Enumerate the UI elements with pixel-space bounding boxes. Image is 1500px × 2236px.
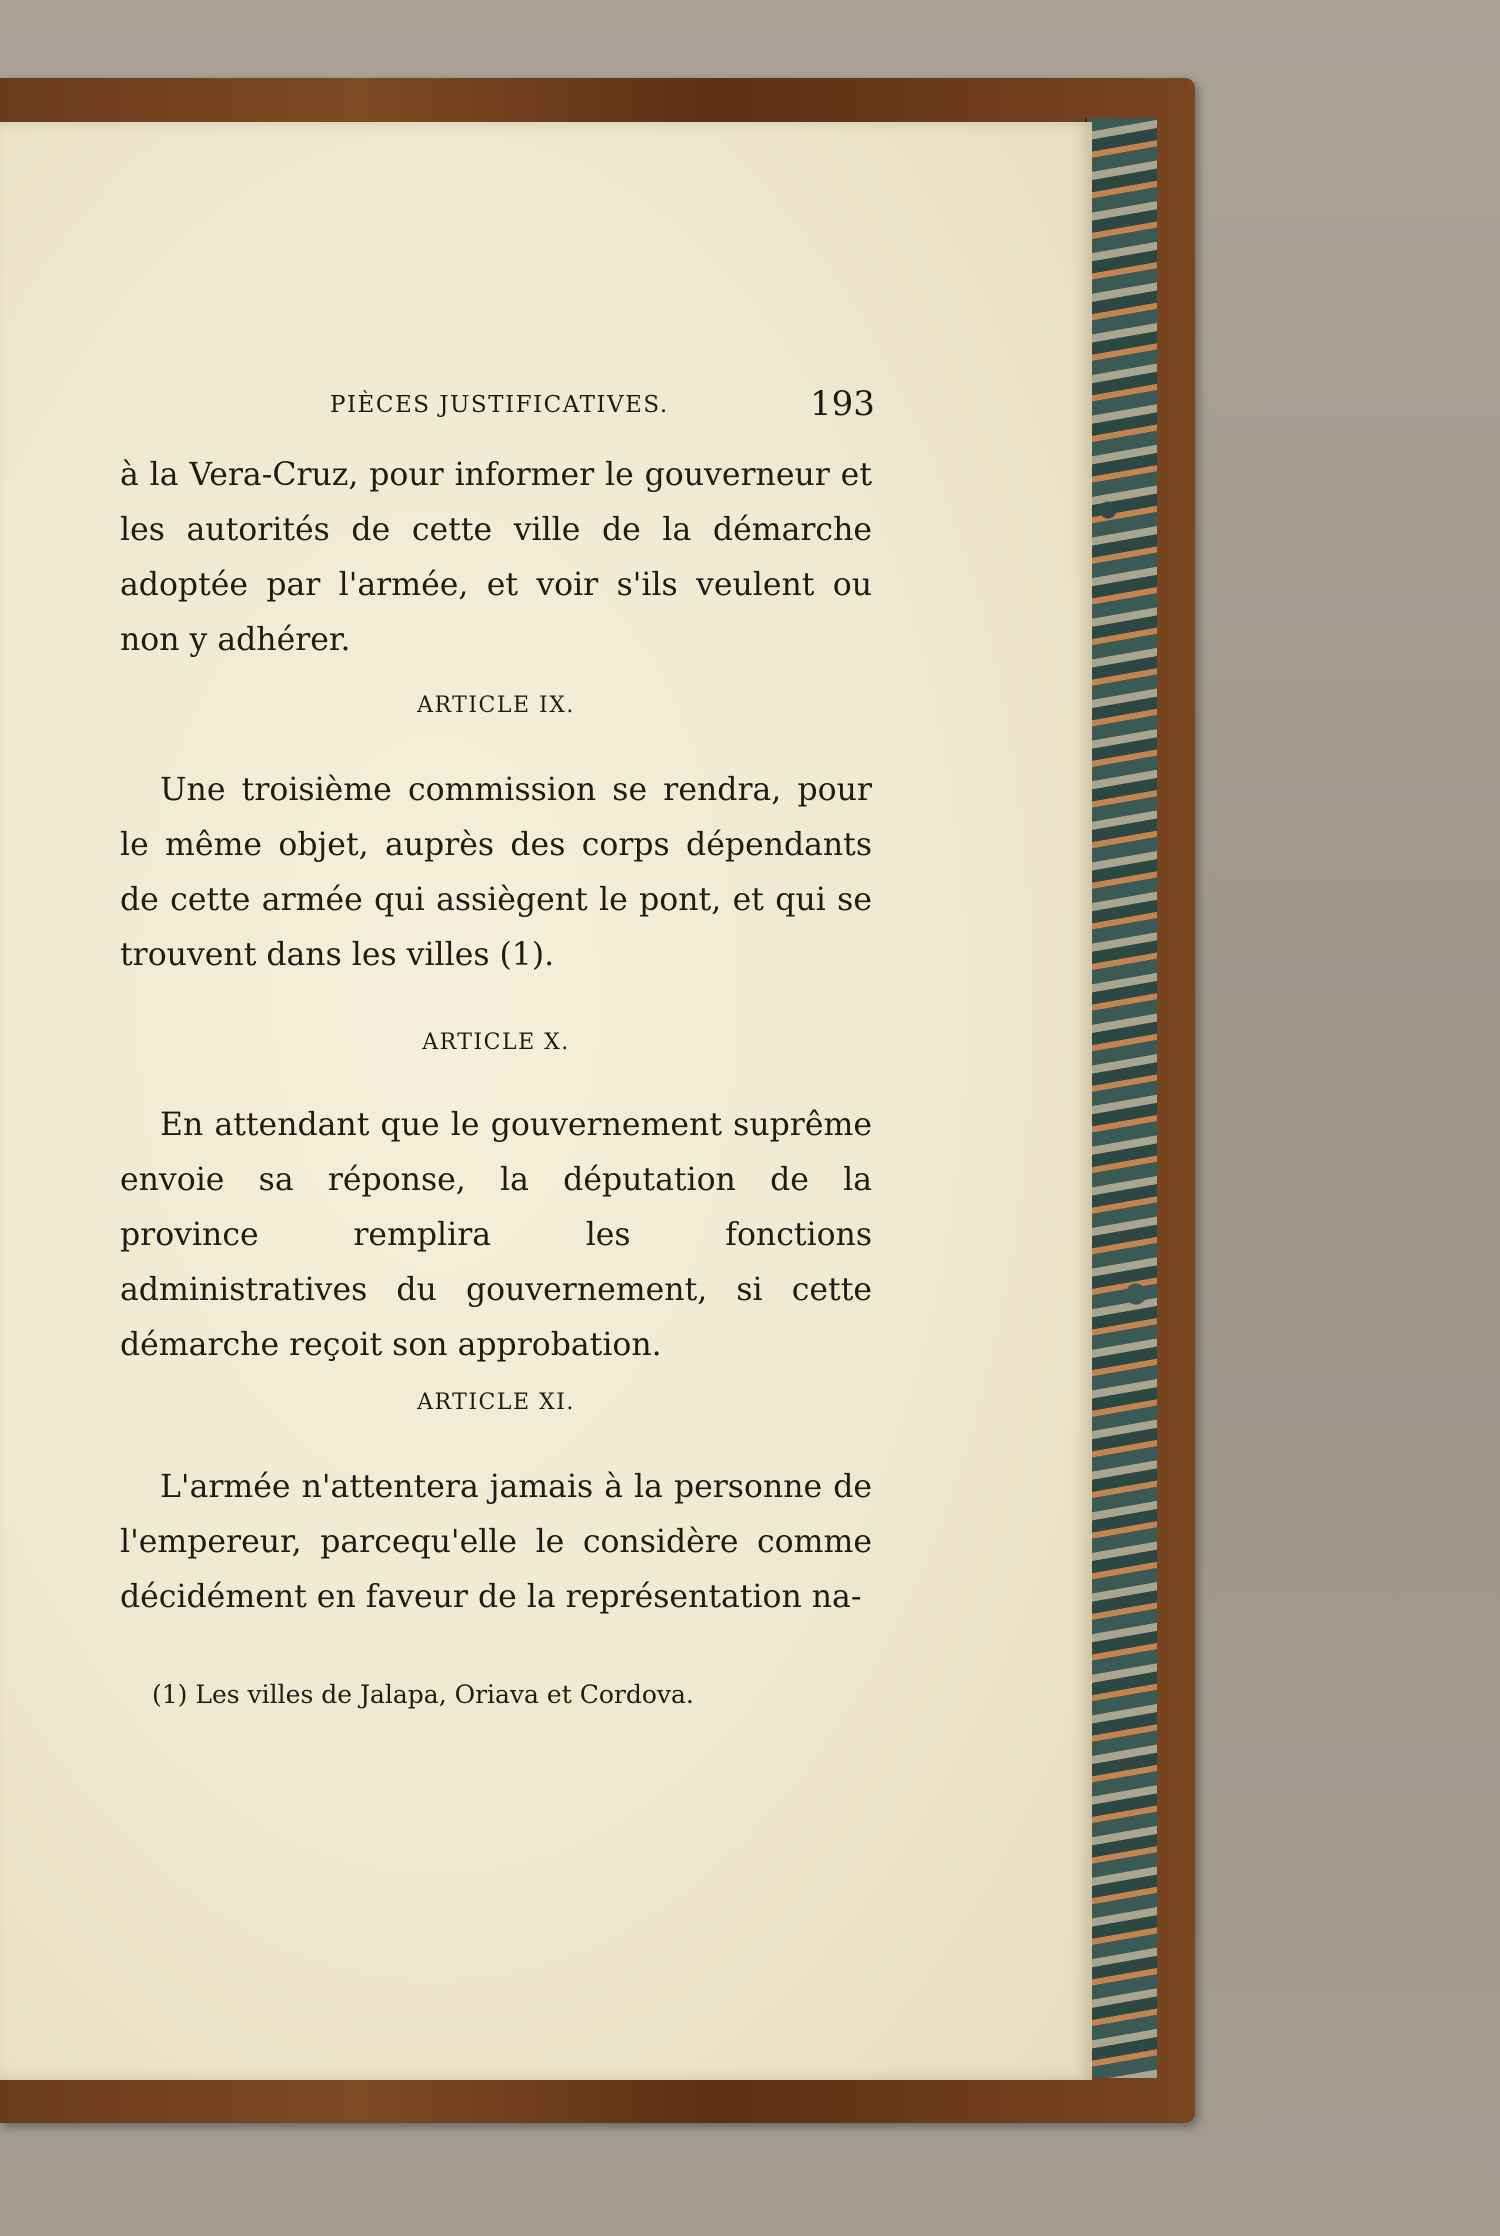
running-head-title: PIÈCES JUSTIFICATIVES.: [330, 392, 669, 418]
footnote: (1) Les villes de Jalapa, Oriava et Cordova.: [152, 1680, 694, 1709]
article-ix-paragraph: Une troisième commission se rendra, pour le même objet, auprès des corps dépendants de cette armée qui assiègent le pont, et qui se trouvent dans les villes (1).: [120, 772, 872, 973]
running-head: [120, 384, 880, 432]
article-x-paragraph: En attendant que le gouvernement suprême envoie sa réponse, la députation de la province remplira les fonctions administratives du gouvernement, si cette démarche reçoit son approbation.: [120, 1107, 872, 1363]
paragraph-continuation: à la Vera-Cruz, pour informer le gouverneur et les autorités de cette ville de la démarche adoptée par l'armée, et voir s'ils veulent ou non y adhérer.: [120, 457, 872, 658]
marbled-page-edge: [1085, 118, 1157, 2078]
article-xi-paragraph: L'armée n'attentera jamais à la personne de l'empereur, parcequ'elle le considère comme décidément en faveur de la représentation na-: [120, 1469, 872, 1615]
article-ix-heading: ARTICLE IX.: [417, 693, 575, 718]
article-xi-heading: ARTICLE XI.: [417, 1390, 575, 1415]
article-x-heading: ARTICLE X.: [422, 1030, 570, 1055]
page-number: 193: [810, 384, 875, 424]
